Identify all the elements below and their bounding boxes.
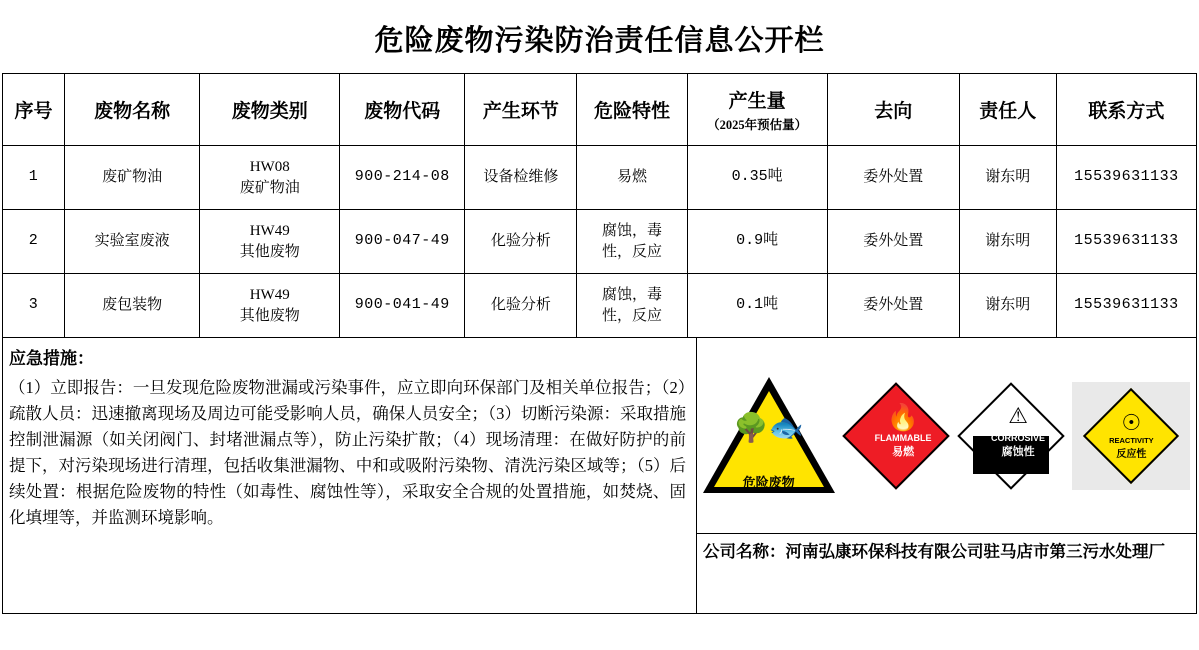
bottom-panel bbox=[2, 338, 1197, 614]
cell-category-line2: 其他废物 bbox=[239, 243, 300, 260]
cell-hazard-line2: 性，反应 bbox=[601, 243, 662, 260]
cell-person: 谢东明 bbox=[959, 210, 1056, 274]
hazard-signs-row bbox=[697, 338, 1196, 534]
column-header-quantity-main: 产生量 bbox=[728, 91, 786, 112]
cell-quantity: 0.9吨 bbox=[687, 210, 827, 274]
table-row bbox=[3, 146, 1197, 210]
cell-category-line1: HW49 bbox=[249, 287, 290, 304]
cell-category-line2: 废矿物油 bbox=[239, 179, 300, 196]
table-header-row bbox=[3, 74, 1197, 146]
flammable-sign bbox=[842, 382, 950, 490]
cell-category bbox=[200, 210, 340, 274]
column-header-contact: 联系方式 bbox=[1056, 74, 1196, 146]
right-column bbox=[697, 338, 1196, 613]
column-header-quantity-sub: （2025年预估量） bbox=[707, 118, 808, 132]
reactivity-sign bbox=[1072, 382, 1190, 490]
cell-stage: 化验分析 bbox=[465, 210, 577, 274]
cell-hazard bbox=[577, 210, 687, 274]
cell-hazard-line1: 易燃 bbox=[616, 169, 647, 186]
corrosive-sign-en: CORROSIVE bbox=[991, 432, 1046, 443]
cell-code: 900-047-49 bbox=[340, 210, 465, 274]
warning-triangle-icon bbox=[703, 377, 835, 495]
column-header-category: 废物类别 bbox=[200, 74, 340, 146]
reactivity-sign-label: 反应性 bbox=[1116, 448, 1147, 460]
cell-name: 废矿物油 bbox=[65, 146, 200, 210]
column-header-code: 废物代码 bbox=[340, 74, 465, 146]
corrosive-diamond-icon bbox=[957, 382, 1065, 490]
cell-contact: 15539631133 bbox=[1056, 210, 1196, 274]
cell-quantity: 0.1吨 bbox=[687, 274, 827, 338]
corrosive-sign-label: 腐蚀性 bbox=[1001, 445, 1035, 458]
cell-person: 谢东明 bbox=[959, 146, 1056, 210]
oxidizer-flame-circle-icon: ☉ bbox=[1121, 409, 1142, 435]
cell-destination: 委外处置 bbox=[827, 210, 959, 274]
cell-hazard-line1: 腐蚀，毒 bbox=[601, 223, 662, 240]
cell-hazard-line1: 腐蚀，毒 bbox=[601, 287, 662, 304]
cell-hazard bbox=[577, 146, 687, 210]
column-header-name: 废物名称 bbox=[65, 74, 200, 146]
emergency-measures-section bbox=[3, 338, 697, 613]
cell-category bbox=[200, 146, 340, 210]
cell-category-line2: 其他废物 bbox=[239, 307, 300, 324]
cell-person: 谢东明 bbox=[959, 274, 1056, 338]
cell-code: 900-214-08 bbox=[340, 146, 465, 210]
cell-contact: 15539631133 bbox=[1056, 146, 1196, 210]
cell-hazard bbox=[577, 274, 687, 338]
cell-no: 3 bbox=[3, 274, 65, 338]
cell-destination: 委外处置 bbox=[827, 274, 959, 338]
emergency-measures-body: （1）立即报告：一旦发现危险废物泄漏或污染事件，应立即向环保部门及相关单位报告；（2）疏散人员：迅速撤离现场及周边可能受影响人员，确保人员安全；（3）切断污染源：采取措施控制泄漏源（如关闭阀门、封堵泄漏点等），防止污染扩散；（4）现场清理：在做好防护的前提下，对污染现场进行清理，包括收集泄漏物、中和或吸附污染物、清洗污染区域等；（5）后续处置：根据危险废物的特性（如毒性、腐蚀性等），采取安全合规的处置措施，如焚烧、固化填埋等，并监测环境影响。 bbox=[9, 377, 686, 528]
company-name: 公司名称：河南弘康环保科技有限公司驻马店市第三污水处理厂 bbox=[703, 542, 1165, 561]
dead-tree-fish-icon: 🌳🐟 bbox=[733, 412, 804, 444]
hazardous-waste-table bbox=[2, 73, 1197, 338]
table-row bbox=[3, 210, 1197, 274]
cell-name: 废包装物 bbox=[65, 274, 200, 338]
page-title: 危险废物污染防治责任信息公开栏 bbox=[374, 25, 825, 57]
flammable-sign-en: FLAMMABLE bbox=[874, 432, 932, 443]
flammable-sign-label: 易燃 bbox=[891, 445, 914, 458]
flammable-diamond-icon bbox=[842, 382, 949, 489]
column-header-no: 序号 bbox=[3, 74, 65, 146]
column-header-stage: 产生环节 bbox=[465, 74, 577, 146]
cell-stage: 设备检维修 bbox=[465, 146, 577, 210]
cell-stage: 化验分析 bbox=[465, 274, 577, 338]
cell-name: 实验室废液 bbox=[65, 210, 200, 274]
cell-category bbox=[200, 274, 340, 338]
corrosive-sign bbox=[957, 382, 1065, 490]
table-row bbox=[3, 274, 1197, 338]
hazardous-waste-sign-label: 危险废物 bbox=[742, 474, 795, 490]
reactivity-diamond-icon bbox=[1083, 388, 1179, 484]
cell-contact: 15539631133 bbox=[1056, 274, 1196, 338]
emergency-measures-title: 应急措施： bbox=[9, 349, 94, 368]
cell-no: 1 bbox=[3, 146, 65, 210]
flame-icon: 🔥 bbox=[886, 402, 920, 432]
cell-no: 2 bbox=[3, 210, 65, 274]
cell-code: 900-041-49 bbox=[340, 274, 465, 338]
hazardous-waste-sign bbox=[703, 377, 835, 495]
cell-destination: 委外处置 bbox=[827, 146, 959, 210]
cell-quantity: 0.35吨 bbox=[687, 146, 827, 210]
column-header-destination: 去向 bbox=[827, 74, 959, 146]
column-header-person: 责任人 bbox=[959, 74, 1056, 146]
reactivity-sign-en: REACTIVITY bbox=[1109, 435, 1154, 445]
column-header-quantity bbox=[687, 74, 827, 146]
corrosion-drip-icon: ⚠ bbox=[1008, 402, 1029, 428]
cell-category-line1: HW49 bbox=[249, 223, 290, 240]
column-header-hazard: 危险特性 bbox=[577, 74, 687, 146]
cell-category-line1: HW08 bbox=[249, 159, 290, 176]
cell-hazard-line2: 性，反应 bbox=[601, 307, 662, 324]
